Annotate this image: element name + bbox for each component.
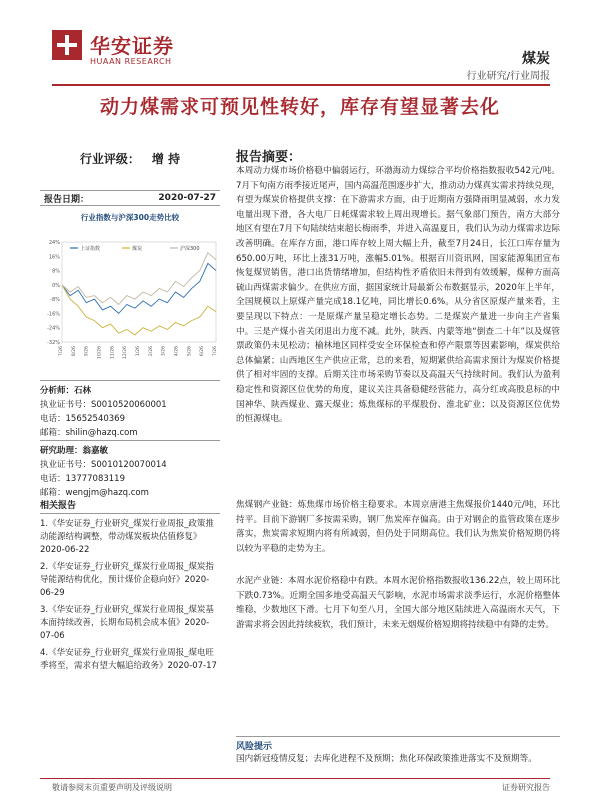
abstract-paragraph-1: 本周动力煤市场价格稳中偏弱运行，环渤海动力煤综合平均价格指数报收542元/吨。7月下旬南方雨季接近尾声，国内高温范围逐步扩大，推动动力煤真实需求持续兑现，有望为煤炭价格提供支撑：在下游需求方面，由于近期南方强降雨明显减弱，水力发电量出现下滑，各大电厂日耗煤需求较上周出现增长。据气象部门预告，南方大部分地区有望在7月下旬陆续结束超长梅雨季，并进入高温夏日，我们认为动力煤需求边际改善明确。在库存方面，港口库存较上周大幅上升，截至7月24日，长江口库存量为650.00万吨，环比上涨31万吨，涨幅5.01%。根据百川资讯网，国家能源集团宣布恢复煤贸销售，港口出货情绪增加，但结构性矛盾依旧未得到有效缓解，煤种方面高硫山西煤需求偏少。在供应方面，据国家统计局最新公布数据显示，2020年上半年，全国规模以上原煤产量完成18.1亿吨，同比增长0.6%。从分省区原煤产量来看，主要呈现以下特点：一是原煤产量呈稳定增长态势。二是煤炭产量进一步向主产省集中。三是产煤小省关闭退出力度不减。此外，陕西、内蒙等地“倒查二十年”以及煤管票政策仍未见松动；榆林地区同样受安全环保检查和停产限票等因素影响，煤炭供给总体偏紧；山西地区生产供应正常，总的来看，短期紧供给高需求预计为煤炭价格提供了相对牢固的支撑。后期关注市场采购节奏以及高温天气持续时间。我们认为盈利稳定性和资源区位优势的角度，建议关注具备稳健经营能力，高分红或高股息标的中国神华、陕西煤业、露天煤业；炼焦煤标的平煤股份、淮北矿业；以及资源区位优势的恒源煤电。 — [236, 166, 560, 425]
report-type: 行业研究/行业周报 — [466, 71, 550, 82]
risk-body: 国内新冠疫情反复；去库化进程不及预期；焦化环保政策推进落实不及预期等。 — [236, 754, 537, 764]
related-report-item[interactable]: 3.《华安证券_行业研究_煤炭行业周报_煤炭基本面持续改善，长期布局机会成本值》2020-07-06 — [40, 605, 214, 641]
x-tick-label: 5/26 — [187, 346, 193, 357]
y-tick-label: 16% — [48, 254, 60, 261]
report-headline: 动力煤需求可预见性转好，库存有望显著去化 — [99, 96, 500, 118]
chart-frame — [62, 242, 216, 342]
footer-divider — [40, 778, 550, 779]
x-tick-label: 9/26 — [84, 346, 90, 357]
logo-subtext: HUAAN RESEARCH — [90, 57, 172, 66]
assistant-email: 邮箱：wengjm@hazq.com — [40, 488, 149, 498]
related-reports — [40, 498, 220, 677]
y-tick-label: -8% — [50, 297, 60, 304]
x-tick-label: 3/26 — [161, 346, 167, 357]
legend-label: 沪深300 — [180, 246, 200, 252]
series-line — [62, 253, 216, 305]
rating-label: 行业评级： — [79, 152, 140, 166]
x-tick-label: 6/26 — [200, 346, 206, 357]
x-tick-label: 4/26 — [174, 346, 180, 357]
index-comparison-chart — [40, 224, 220, 364]
x-tick-label: 8/26 — [71, 346, 77, 357]
logo-text: 华安证券 — [90, 34, 174, 58]
y-tick-label: 24% — [48, 240, 60, 246]
series-line — [62, 285, 216, 335]
x-tick-label: 12/26 — [123, 346, 129, 359]
x-tick-label: 1/26 — [136, 346, 141, 357]
rating-value: 增 持 — [151, 152, 181, 166]
analyst-block-2 — [40, 440, 220, 500]
risk-divider — [236, 736, 560, 737]
sector-label: 煤炭 — [522, 51, 550, 67]
abstract-head: 报告摘要： — [236, 150, 302, 165]
related-report-item[interactable]: 2.《华安证券_行业研究_煤炭行业周报_煤炭指导能源结构优化，预计煤价企稳向好》2020-06-29 — [40, 562, 214, 598]
report-date-label: 报告日期： — [44, 194, 90, 205]
risk-head: 风险提示 — [236, 742, 273, 752]
x-tick-label: 7/26 — [59, 346, 64, 357]
analyst-divider — [40, 440, 220, 441]
y-tick-label: 0% — [52, 282, 60, 289]
y-tick-label: -32% — [47, 340, 60, 346]
chart-title: 行业指数与沪深300走势比较 — [80, 213, 180, 222]
related-report-item[interactable]: 4.《华安证券_行业研究_煤炭行业周报_煤电旺季将至，需求有望大幅追给政务》2020-07-17 — [40, 648, 217, 671]
analyst-block-1 — [40, 380, 220, 440]
analyst-cert: 执业证书号：S0010520060001 — [40, 400, 167, 410]
industry-rating — [40, 150, 220, 167]
x-tick-label: 11/26 — [110, 346, 116, 359]
y-tick-label: -16% — [47, 311, 60, 318]
abstract-paragraph-3: 水泥产业链：本周水泥价格稳中有跌。本周水泥价格指数报收136.22点，较上周环比下跌0.73%。近期全国多地受高温天气影响，水泥市场需求淡季运行，水泥价格整体维稳，少数地区下滑。七月下旬至八月，全国大部分地区陆续进入高温雨水天气，下游需求将会因此持续疲软，我们预计，未来无烟煤价格短期将持续稳中有降的走势。 — [236, 576, 560, 630]
x-tick-label: 10/26 — [97, 346, 103, 359]
legend-label: 煤炭 — [132, 246, 143, 252]
analyst-phone: 电话：15652540369 — [40, 414, 125, 424]
y-tick-label: 8% — [52, 268, 60, 275]
related-reports-head: 相关报告 — [40, 498, 220, 514]
header-divider — [52, 84, 550, 86]
footer-label: 证券研究报告 — [502, 783, 550, 792]
assistant-phone: 电话：13777083119 — [40, 474, 125, 484]
related-report-item[interactable]: 1.《华安证券_行业研究_煤炭行业周报_政策推动能源结构调整，带动煤炭板块估值修复》2020-06-22 — [40, 519, 214, 555]
x-tick-label: 7/26 — [213, 346, 218, 357]
series-line — [62, 263, 216, 313]
abstract-paragraph-2: 焦煤钢产业链：炼焦煤市场价格主稳要求。本周京唐港主焦煤报价1440元/吨，环比持平。目前下游钢厂多按需采购，钢厂焦炭库存偏高。由于对钢企的监管政策在逐步落实，焦炭需求短期内将有所减弱，但仍处于同期高位。我们认为焦炭价格短期仍将以较为平稳的走势为主。 — [236, 500, 560, 554]
logo-mark — [52, 30, 82, 60]
report-date-value: 2020-07-27 — [158, 193, 216, 203]
analyst-divider — [40, 380, 220, 381]
legend-label: 上证指数 — [80, 246, 101, 252]
report-date-row — [40, 190, 220, 206]
assistant-name: 研究助理：翁嘉敏 — [40, 446, 109, 456]
analyst-name: 分析师：石林 — [40, 386, 92, 396]
x-tick-label: 2/26 — [148, 346, 154, 357]
footer-disclaimer: 敬请参阅末页重要声明及评级说明 — [52, 783, 172, 792]
y-tick-label: -24% — [47, 325, 60, 332]
risk-section — [236, 736, 560, 766]
assistant-cert: 执业证书号：S0010120070014 — [40, 460, 167, 470]
analyst-email: 邮箱：shilin@hazq.com — [40, 428, 138, 438]
